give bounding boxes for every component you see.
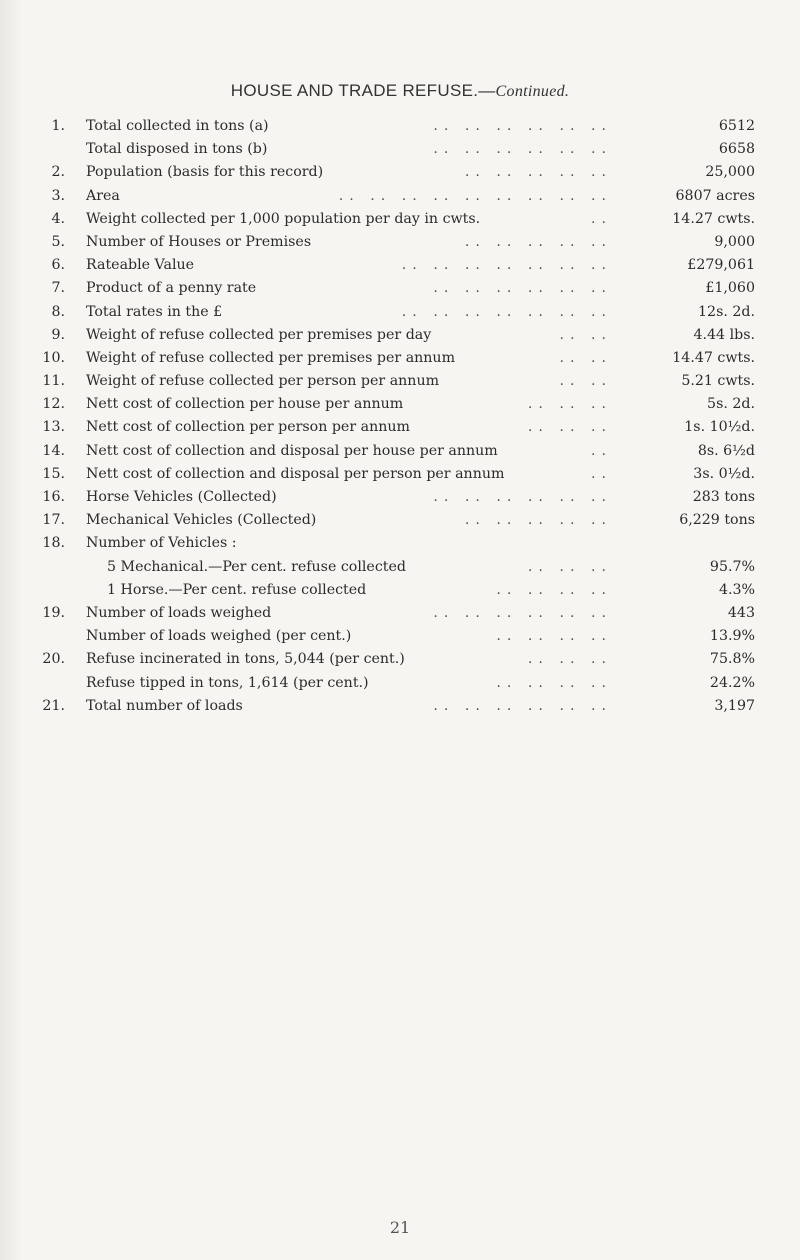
row-label: Number of Vehicles :	[86, 535, 237, 552]
row-number: 7.	[51, 280, 65, 297]
row-label: Weight of refuse collected per person per annum	[86, 373, 440, 390]
row-label: Nett cost of collection per person per annum	[86, 419, 410, 436]
row-number: 20.	[42, 651, 65, 668]
table-row	[0, 301, 800, 324]
row-value: 443	[727, 604, 755, 621]
row-value: 8s. 6½d	[697, 442, 755, 459]
table-row	[0, 370, 800, 393]
leader-dots: .. .. ..	[527, 419, 612, 436]
table-row	[0, 463, 800, 486]
row-value: 3s. 0½d.	[693, 465, 755, 482]
row-number: 9.	[51, 326, 65, 343]
row-label: Total rates in the £	[86, 303, 223, 320]
row-label: Total number of loads	[86, 697, 243, 714]
row-label: Weight of refuse collected per premises per day	[86, 326, 432, 343]
leader-dots: .. .. .. .. .. .. .. .. ..	[338, 187, 612, 204]
table-row	[0, 208, 800, 231]
row-number: 18.	[42, 535, 65, 552]
row-value: 24.2%	[709, 674, 755, 691]
row-label: Horse Vehicles (Collected)	[86, 489, 277, 505]
leader-dots: .. .. .. .. ..	[464, 512, 612, 529]
table-row	[0, 393, 800, 416]
row-label: Nett cost of collection and disposal per house per annum	[86, 442, 498, 459]
row-label: Nett cost of collection and disposal per person per annum	[86, 465, 505, 482]
row-label: 1 Horse.—Per cent. refuse collected	[107, 581, 367, 598]
row-number: 12.	[42, 396, 65, 413]
leader-dots: .. .. .. .. .. .. ..	[401, 257, 612, 274]
row-label: Weight collected per 1,000 population per day in cwts.	[86, 210, 481, 227]
row-value: 6658	[718, 141, 755, 158]
title-continued: Continued.	[495, 83, 570, 100]
row-value: 5s. 2d.	[707, 396, 755, 413]
leader-dots: .. ..	[559, 373, 612, 390]
leader-dots: .. .. .. .. .. .. ..	[401, 303, 612, 320]
table-row	[0, 602, 800, 625]
table-row	[0, 648, 800, 671]
row-value: £1,060	[705, 280, 755, 297]
row-label: Number of Houses or Premises	[86, 233, 312, 250]
leader-dots: .. .. .. .. .. ..	[433, 697, 612, 714]
leader-dots: ..	[590, 465, 612, 482]
title-main: HOUSE AND TRADE REFUSE.—	[230, 81, 496, 100]
table-row	[0, 185, 800, 208]
row-label: Refuse tipped in tons, 1,614 (per cent.)	[86, 674, 369, 691]
row-number: 10.	[42, 349, 65, 366]
leader-dots: .. .. .. .. .. ..	[433, 118, 612, 134]
row-value: 75.8%	[709, 651, 755, 668]
row-label: Total collected in tons (a)	[86, 118, 269, 134]
row-number: 4.	[51, 210, 65, 227]
row-label: Refuse incinerated in tons, 5,044 (per cent.)	[86, 651, 405, 668]
table-row	[0, 254, 800, 277]
page-title	[0, 81, 800, 101]
table-row	[0, 672, 800, 695]
table-row	[0, 138, 800, 161]
row-value: 4.44 lbs.	[693, 326, 755, 343]
row-value: 1s. 10½d.	[684, 419, 755, 436]
row-value: 95.7%	[709, 558, 755, 575]
table-row	[0, 440, 800, 463]
row-number: 19.	[42, 604, 65, 621]
page-number: 21	[389, 1218, 411, 1237]
table-row	[0, 486, 800, 509]
row-value: 6807 acres	[675, 187, 755, 204]
table-row	[0, 347, 800, 370]
row-number: 15.	[42, 465, 65, 482]
table-row	[0, 532, 800, 555]
row-label: Number of loads weighed	[86, 604, 272, 621]
leader-dots: .. .. .. ..	[496, 628, 612, 645]
row-number: 6.	[51, 257, 65, 274]
row-number: 8.	[51, 303, 65, 320]
row-value: 5.21 cwts.	[681, 373, 755, 390]
leader-dots: .. .. .. .. .. ..	[433, 604, 612, 621]
table-row	[0, 324, 800, 347]
row-label: Mechanical Vehicles (Collected)	[86, 512, 317, 529]
row-number: 17.	[42, 512, 65, 529]
table-row	[0, 277, 800, 300]
table-row	[0, 509, 800, 532]
leader-dots: .. .. .. .. ..	[464, 233, 612, 250]
row-number: 3.	[51, 187, 65, 204]
leader-dots: .. .. ..	[527, 558, 612, 575]
row-label: Area	[86, 187, 120, 204]
leader-dots: .. ..	[559, 349, 612, 366]
table-row	[0, 115, 800, 138]
table-row	[0, 556, 800, 579]
table-row	[0, 416, 800, 439]
leader-dots: ..	[590, 442, 612, 459]
row-number: 5.	[51, 233, 65, 250]
row-number: 1.	[51, 118, 65, 134]
row-value: £279,061	[687, 257, 755, 274]
table-row	[0, 161, 800, 184]
row-value: 13.9%	[709, 628, 755, 645]
row-value: 6512	[718, 118, 755, 134]
leader-dots: .. .. .. ..	[496, 674, 612, 691]
table-row	[0, 695, 800, 718]
leader-dots: .. .. .. .. .. ..	[433, 489, 612, 505]
row-value: 283 tons	[692, 489, 755, 505]
table-row	[0, 625, 800, 648]
row-value: 14.27 cwts.	[672, 210, 755, 227]
row-label: Rateable Value	[86, 257, 195, 274]
row-value: 14.47 cwts.	[672, 349, 755, 366]
leader-dots: .. .. .. .. .. ..	[433, 280, 612, 297]
row-label: Product of a penny rate	[86, 280, 257, 297]
row-number: 13.	[42, 419, 65, 436]
leader-dots: .. .. .. .. .. ..	[433, 141, 612, 158]
row-value: 9,000	[714, 233, 755, 250]
row-number: 21.	[42, 697, 65, 714]
statistics-table	[0, 115, 800, 718]
row-label: 5 Mechanical.—Per cent. refuse collected	[107, 558, 406, 575]
row-value: 12s. 2d.	[698, 303, 755, 320]
row-value: 4.3%	[718, 581, 755, 598]
row-value: 6,229 tons	[679, 512, 755, 529]
row-value: 25,000	[705, 164, 755, 181]
row-number: 11.	[42, 373, 65, 390]
leader-dots: ..	[590, 210, 612, 227]
leader-dots: .. ..	[559, 326, 612, 343]
table-row	[0, 231, 800, 254]
leader-dots: .. .. ..	[527, 651, 612, 668]
row-label: Population (basis for this record)	[86, 164, 324, 181]
leader-dots: .. .. .. .. ..	[464, 164, 612, 181]
leader-dots: .. .. ..	[527, 396, 612, 413]
row-label: Total disposed in tons (b)	[86, 141, 268, 158]
row-label: Weight of refuse collected per premises per annum	[86, 349, 456, 366]
row-number: 2.	[51, 164, 65, 181]
table-row	[0, 579, 800, 602]
row-value: 3,197	[714, 697, 755, 714]
row-label: Nett cost of collection per house per annum	[86, 396, 404, 413]
row-label: Number of loads weighed (per cent.)	[86, 628, 352, 645]
leader-dots: .. .. .. ..	[496, 581, 612, 598]
row-number: 16.	[42, 489, 65, 505]
row-number: 14.	[42, 442, 65, 459]
